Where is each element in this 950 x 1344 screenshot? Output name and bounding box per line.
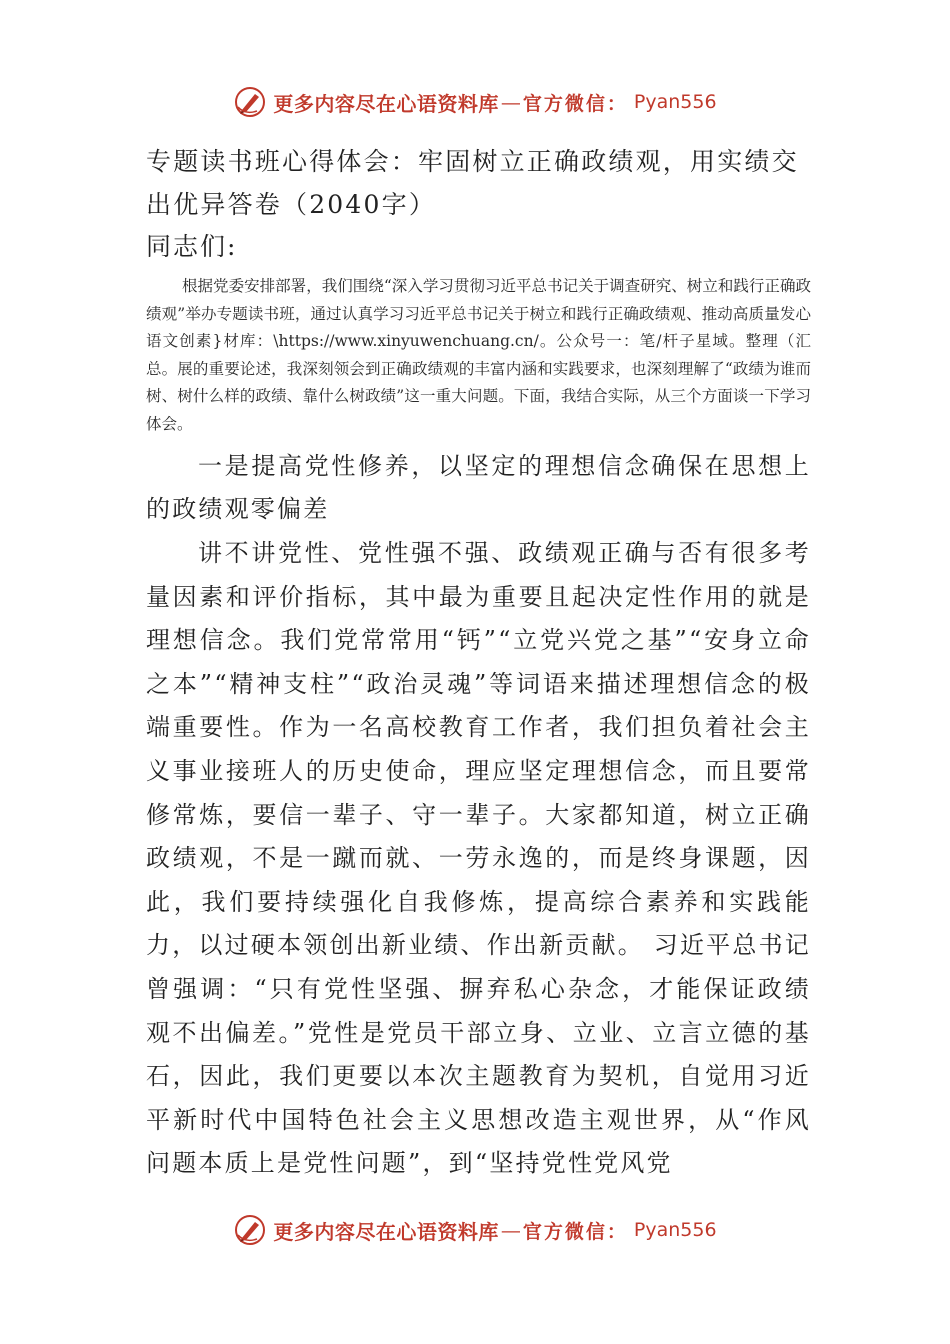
footer-banner [0,1210,950,1250]
banner-wechat-id: Pyan556 [633,91,717,113]
banner-wechat-label: 官方微信： [522,92,628,115]
body-paragraph-1: 讲不讲党性、党性强不强、政绩观正确与否有很多考量因素和评价指标，其中最为重要且起决定性作用的就是理想信念。我们党常常用“钙”“立党兴党之基”“安身立命之本”“精神支柱”“政治灵魂”等词语来描述理想信念的极端重要性。作为一名高校教育工作者，我们担负着社会主义事业接班人的历史使命，理应坚定理想信念，而且要常修常炼，要信一辈子、守一辈子。大家都知道，树立正确政绩观，不是一蹴而就、一劳永逸的，而是终身课题，因此，我们要持续强化自我修炼，提高综合素养和实践能力，以过硬本领创出新业绩、作出新贡献。 习近平总书记曾强调：“只有党性坚强、摒弃私心杂念，才能保证政绩观不出偏差。”党性是党员干部立身、立业、立言立德的基石，因此，我们更要以本次主题教育为契机，自觉用习近平新时代中国特色社会主义思想改造主观世界，从“作风问题本质上是党性问题”，到“坚持党性党风党 [146,539,811,1178]
greeting: 同志们: [146,232,238,261]
pen-logo-icon [233,1213,267,1247]
banner-main-text: 更多内容尽在心语资料库 [273,1219,499,1244]
document-title: 专题读书班心得体会：牢固树立正确政绩观，用实绩交出优异答卷（2040字） [146,147,799,219]
banner-main-text: 更多内容尽在心语资料库 [273,91,499,116]
pen-logo-icon [233,85,267,119]
banner-wechat-label: 官方微信： [522,1220,628,1243]
intro-paragraph: 根据党委安排部署，我们围绕“深入学习贯彻习近平总书记关于调查研究、树立和践行正确政绩观”举办专题读书班，通过认真学习习近平总书记关于树立和践行正确政绩观、推动高质量发心语文创素}材库：\https://www.xinyuwenchuang.cn/。公众号一：笔/杆子星域。整理（汇总。展的重要论述，我深刻领会到正确政绩观的丰富内涵和实践要求，也深刻理解了“政绩为谁而树、树什么样的政绩、靠什么树政绩”这一重大问题。下面，我结合实际，从三个方面谈一下学习体会。 [146,277,811,433]
header-banner [0,82,950,122]
banner-dash: — [500,1218,521,1242]
banner-wechat-id: Pyan556 [633,1219,717,1241]
section-heading-1: 一是提高党性修养，以坚定的理想信念确保在思想上的政绩观零偏差 [146,452,811,523]
banner-dash: — [500,90,521,114]
